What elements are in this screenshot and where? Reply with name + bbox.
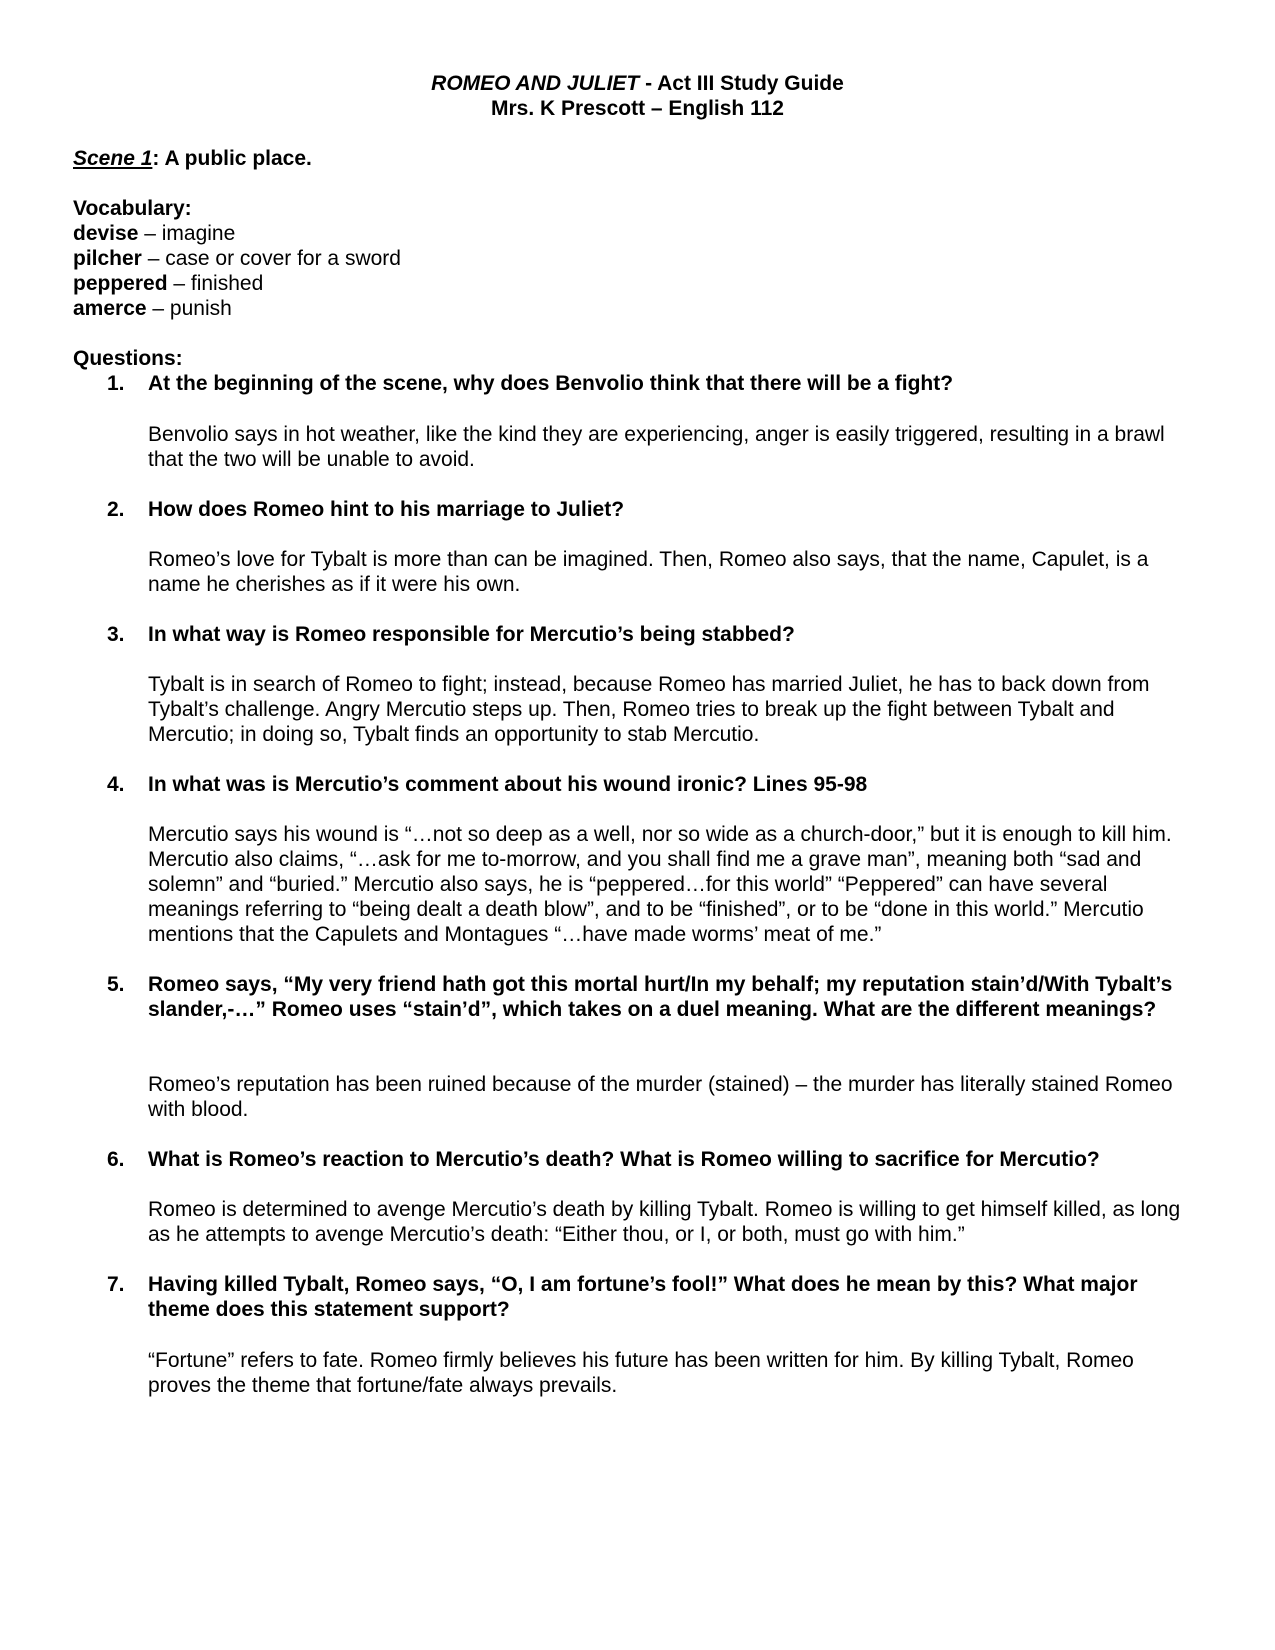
vocab-item — [73, 271, 1193, 296]
question-number: 4. — [107, 773, 125, 796]
answer-text: Tybalt is in search of Romeo to fight; instead, because Romeo has married Juliet, he has to back down from Tybalt’s challenge. Angry Mercutio steps up. Then, Romeo tries to break up the fight between Tybalt and Mercutio; in doing so, Tybalt finds an opportunity to stab Mercutio. — [148, 673, 1150, 746]
document-header — [0, 71, 1275, 121]
question-text: In what way is Romeo responsible for Mercutio’s being stabbed? — [148, 623, 795, 646]
vocab-term: pilcher — [73, 247, 142, 270]
answer-text: Benvolio says in hot weather, like the kind they are experiencing, anger is easily triggered, resulting in a brawl that the two will be unable to avoid. — [148, 423, 1165, 471]
title-rest: - Act III Study Guide — [639, 72, 844, 95]
answer-text: Mercutio says his wound is “…not so deep as a well, nor so wide as a church-door,” but it is enough to kill him. Mercutio also claims, “…ask for me to-morrow, and you shall find me a grave man”, meaning both “sad and solemn” and “buried.” Mercutio also says, he is “peppered…for this world” “Peppered” can have several meanings referring to “being dealt a death blow”, and to be “finished”, or to be “done in this world.” Mercutio mentions that the Capulets and Montagues “…have made worms’ meat of me.” — [148, 823, 1172, 946]
vocab-term: amerce — [73, 297, 147, 320]
question-number: 2. — [107, 498, 125, 521]
vocab-term: peppered — [73, 272, 168, 295]
question-number: 6. — [107, 1148, 125, 1171]
vocab-item — [73, 246, 1193, 271]
answer-text: Romeo is determined to avenge Mercutio’s death by killing Tybalt. Romeo is willing to get himself killed, as long as he attempts to avenge Mercutio’s death: “Either thou, or I, or both, must go with him.” — [148, 1198, 1181, 1246]
scene-description: : A public place. — [152, 147, 312, 170]
answer-text: Romeo’s love for Tybalt is more than can be imagined. Then, Romeo also says, that the name, Capulet, is a name he cherishes as if it were his own. — [148, 548, 1149, 596]
question-text: How does Romeo hint to his marriage to Juliet? — [148, 498, 625, 521]
document-title — [0, 71, 1275, 96]
question-text: What is Romeo’s reaction to Mercutio’s death? What is Romeo willing to sacrifice for Mercutio? — [148, 1148, 1100, 1171]
vocab-definition: – punish — [146, 297, 232, 320]
question-number: 5. — [107, 973, 125, 996]
question-number: 7. — [107, 1273, 125, 1296]
questions-heading: Questions: — [73, 347, 183, 370]
scene-heading — [73, 146, 1193, 171]
document-subtitle: Mrs. K Prescott – English 112 — [491, 97, 784, 120]
vocab-definition: – imagine — [138, 222, 236, 245]
vocab-definition: – finished — [167, 272, 264, 295]
vocab-term: devise — [73, 222, 139, 245]
answer-text: “Fortune” refers to fate. Romeo firmly believes his future has been written for him. By killing Tybalt, Romeo proves the theme that fortune/fate always prevails. — [148, 1349, 1134, 1397]
play-title: ROMEO AND JULIET — [431, 72, 640, 95]
question-number: 3. — [107, 623, 125, 646]
vocab-item — [73, 221, 1193, 246]
question-number: 1. — [107, 372, 125, 395]
question-text: At the beginning of the scene, why does Benvolio think that there will be a fight? — [148, 372, 954, 395]
question-text: Having killed Tybalt, Romeo says, “O, I am fortune’s fool!” What does he mean by this? What major theme does this statement support? — [148, 1273, 1138, 1321]
vocab-item — [73, 296, 1193, 321]
vocabulary-heading: Vocabulary: — [73, 197, 192, 220]
question-text: Romeo says, “My very friend hath got this mortal hurt/In my behalf; my reputation stain’d/With Tybalt’s slander,-…” Romeo uses “stain’d”, which takes on a duel meaning. What are the different meanings? — [148, 973, 1173, 1021]
vocabulary-section — [73, 196, 1193, 321]
scene-label: Scene 1 — [73, 147, 153, 170]
answer-text: Romeo’s reputation has been ruined because of the murder (stained) – the murder has literally stained Romeo with blood. — [148, 1073, 1173, 1121]
vocab-definition: – case or cover for a sword — [141, 247, 401, 270]
question-text: In what was is Mercutio’s comment about his wound ironic? Lines 95-98 — [148, 773, 868, 796]
